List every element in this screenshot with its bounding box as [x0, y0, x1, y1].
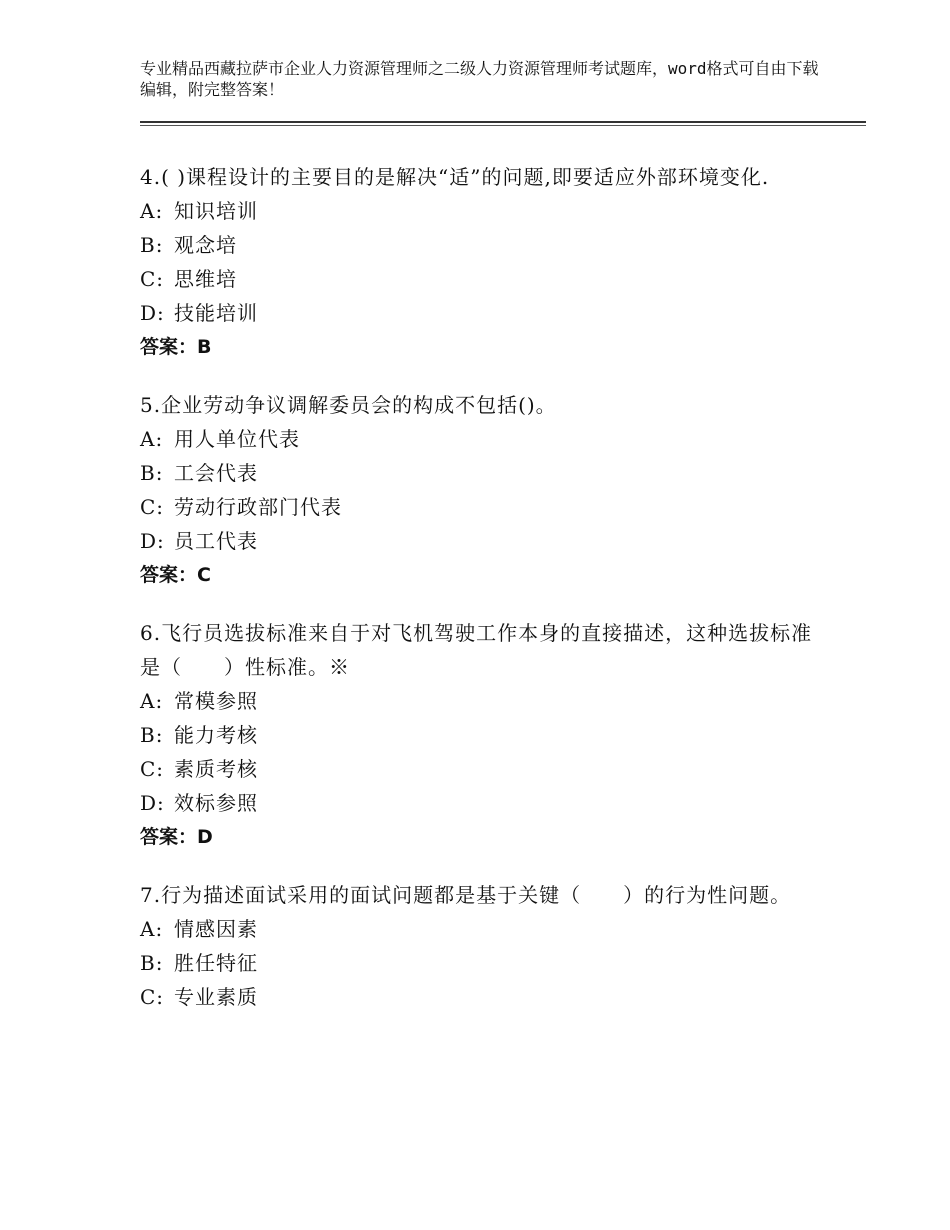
option-key: D: — [140, 529, 165, 553]
question-4 — [140, 160, 820, 364]
option-text: 技能培训 — [174, 301, 258, 325]
option-b — [140, 718, 820, 752]
question-5 — [140, 388, 820, 592]
question-list — [140, 160, 820, 1038]
document-header: 专业精品西藏拉萨市企业人力资源管理师之二级人力资源管理师考试题库，word格式可自由下载编辑，附完整答案！ — [140, 59, 819, 99]
answer-line: 答案：C — [140, 564, 211, 586]
option-c — [140, 752, 820, 786]
option-key: A: — [140, 199, 164, 223]
answer-line: 答案：D — [140, 826, 213, 848]
option-text: 能力考核 — [174, 723, 258, 747]
option-key: B: — [140, 461, 164, 485]
header-divider-thin — [140, 125, 866, 126]
option-key: C: — [140, 985, 165, 1009]
question-stem: 7.行为描述面试采用的面试问题都是基于关键（ ）的行为性问题。 — [140, 883, 792, 907]
question-stem: 5.企业劳动争议调解委员会的构成不包括()。 — [140, 393, 557, 417]
option-key: B: — [140, 233, 164, 257]
option-text: 劳动行政部门代表 — [174, 495, 342, 519]
option-key: C: — [140, 495, 165, 519]
option-text: 员工代表 — [174, 529, 258, 553]
option-key: A: — [140, 427, 164, 451]
option-key: C: — [140, 757, 165, 781]
option-a — [140, 684, 820, 718]
option-text: 观念培 — [174, 233, 237, 257]
option-c — [140, 980, 820, 1014]
answer-line: 答案：B — [140, 336, 212, 358]
option-b — [140, 228, 820, 262]
question-stem: 4.( )课程设计的主要目的是解决“适”的问题,即要适应外部环境变化. — [140, 165, 770, 189]
question-6 — [140, 616, 820, 854]
option-text: 用人单位代表 — [174, 427, 300, 451]
option-c — [140, 490, 820, 524]
option-key: A: — [140, 689, 164, 713]
option-text: 情感因素 — [174, 917, 258, 941]
option-d — [140, 786, 820, 820]
option-d — [140, 296, 820, 330]
option-c — [140, 262, 820, 296]
option-a — [140, 194, 820, 228]
option-text: 常模参照 — [174, 689, 258, 713]
question-7 — [140, 878, 820, 1014]
option-text: 专业素质 — [174, 985, 258, 1009]
option-key: B: — [140, 723, 164, 747]
option-key: D: — [140, 301, 165, 325]
option-key: C: — [140, 267, 165, 291]
option-b — [140, 946, 820, 980]
option-text: 思维培 — [174, 267, 237, 291]
option-key: A: — [140, 917, 164, 941]
option-key: B: — [140, 951, 164, 975]
option-key: D: — [140, 791, 165, 815]
question-stem: 6.飞行员选拔标准来自于对飞机驾驶工作本身的直接描述，这种选拔标准是（ ）性标准。※ — [140, 621, 813, 679]
option-text: 素质考核 — [174, 757, 258, 781]
option-b — [140, 456, 820, 490]
option-text: 胜任特征 — [174, 951, 258, 975]
header-divider — [140, 121, 866, 123]
option-d — [140, 524, 820, 558]
option-text: 知识培训 — [174, 199, 258, 223]
option-a — [140, 422, 820, 456]
option-a — [140, 912, 820, 946]
option-text: 工会代表 — [174, 461, 258, 485]
option-text: 效标参照 — [174, 791, 258, 815]
